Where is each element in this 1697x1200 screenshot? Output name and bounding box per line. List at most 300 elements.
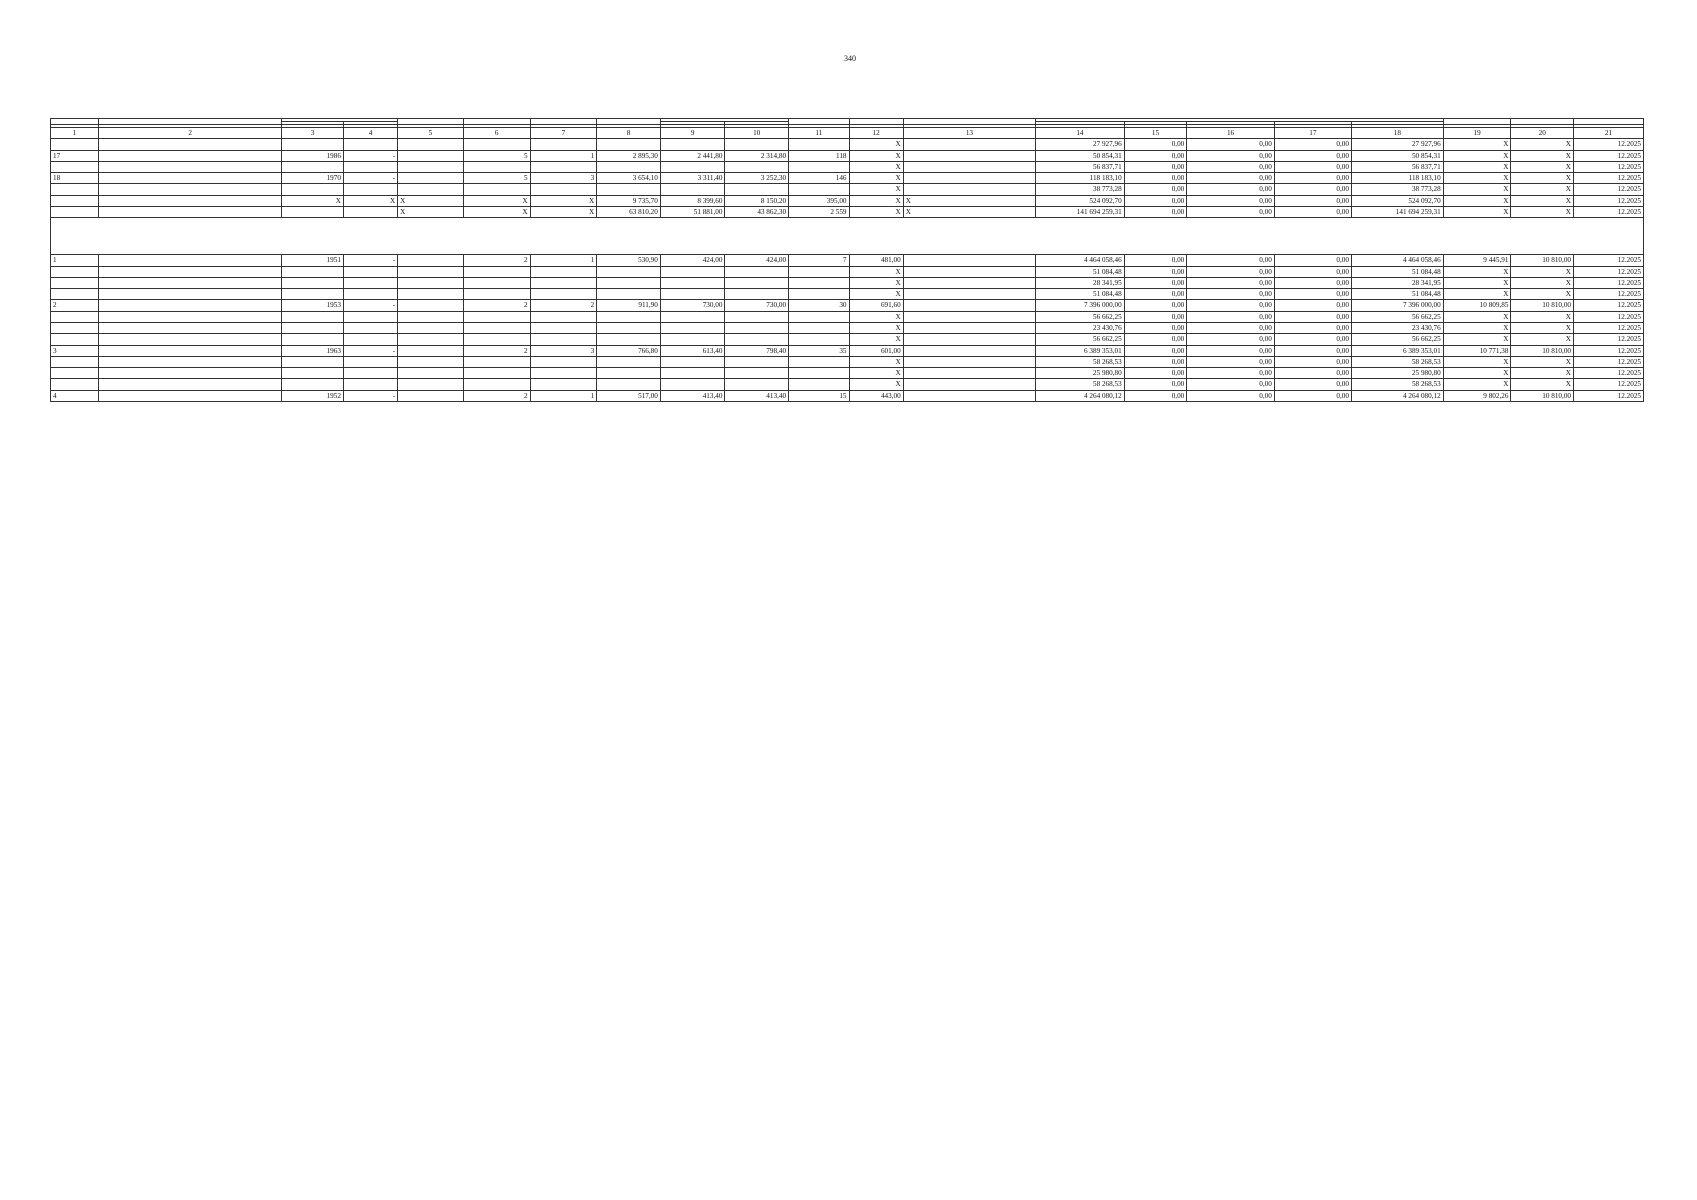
table-cell: 8 150,20 xyxy=(725,195,789,206)
table-cell xyxy=(789,379,849,390)
table-cell xyxy=(725,368,789,379)
table-cell: 12.2025 xyxy=(1574,311,1644,322)
table-cell xyxy=(98,345,281,356)
table-cell xyxy=(597,322,661,333)
table-cell xyxy=(343,289,397,300)
table-cell xyxy=(660,266,725,277)
table-cell: 424,00 xyxy=(660,255,725,266)
table-cell: X xyxy=(903,206,1035,217)
table-cell: 56 662,25 xyxy=(1036,311,1125,322)
table-cell xyxy=(903,334,1035,345)
table-cell: 51 084,48 xyxy=(1351,289,1443,300)
table-cell: 51 084,48 xyxy=(1036,266,1125,277)
table-cell xyxy=(660,139,725,150)
table-row xyxy=(51,206,1644,217)
table-cell xyxy=(789,368,849,379)
table-cell: 798,40 xyxy=(725,345,789,356)
table-row xyxy=(51,322,1644,333)
table-cell: 4 464 058,46 xyxy=(1351,255,1443,266)
table-cell: 0,00 xyxy=(1187,322,1275,333)
table-cell: 58 268,53 xyxy=(1351,356,1443,367)
table-cell xyxy=(725,139,789,150)
table-cell: 58 268,53 xyxy=(1036,379,1125,390)
table-cell: 12.2025 xyxy=(1574,289,1644,300)
table-cell xyxy=(398,356,464,367)
table-cell: X xyxy=(849,356,903,367)
table-cell xyxy=(530,356,597,367)
table-cell: X xyxy=(463,195,530,206)
table-cell: 0,00 xyxy=(1124,311,1187,322)
column-number: 2 xyxy=(98,128,281,139)
table-cell: 1963 xyxy=(282,345,344,356)
table-cell xyxy=(282,311,344,322)
table-row xyxy=(51,277,1644,288)
table-cell: 530,90 xyxy=(597,255,661,266)
table-cell: 38 773,28 xyxy=(1351,184,1443,195)
table-cell: 413,40 xyxy=(725,390,789,401)
table-cell: 12.2025 xyxy=(1574,390,1644,401)
table-cell: 0,00 xyxy=(1187,206,1275,217)
table-cell: 12.2025 xyxy=(1574,300,1644,311)
table-cell xyxy=(903,345,1035,356)
table-cell: 51 084,48 xyxy=(1351,266,1443,277)
table-cell: 0,00 xyxy=(1124,139,1187,150)
table-cell xyxy=(398,322,464,333)
table-cell xyxy=(398,173,464,184)
table-cell: 0,00 xyxy=(1187,334,1275,345)
column-number: 18 xyxy=(1351,128,1443,139)
column-number: 7 xyxy=(530,128,597,139)
table-cell xyxy=(51,356,99,367)
table-cell: 0,00 xyxy=(1274,345,1351,356)
table-cell: 7 396 000,00 xyxy=(1351,300,1443,311)
table-cell xyxy=(903,322,1035,333)
table-cell xyxy=(597,139,661,150)
table-cell xyxy=(463,139,530,150)
table-cell: 0,00 xyxy=(1124,322,1187,333)
table-cell xyxy=(51,161,99,172)
table-cell xyxy=(903,139,1035,150)
table-cell: 2 xyxy=(530,300,597,311)
table-cell: 141 694 259,31 xyxy=(1351,206,1443,217)
table-cell xyxy=(398,334,464,345)
table-cell: X xyxy=(1443,161,1511,172)
table-cell xyxy=(903,300,1035,311)
table-cell xyxy=(51,379,99,390)
table-cell: X xyxy=(1443,368,1511,379)
table-cell: 0,00 xyxy=(1187,390,1275,401)
table-cell xyxy=(282,356,344,367)
table-cell: 0,00 xyxy=(1274,390,1351,401)
table-cell: 1970 xyxy=(282,173,344,184)
column-number: 15 xyxy=(1124,128,1187,139)
table-cell: 1 xyxy=(530,255,597,266)
table-cell: X xyxy=(849,206,903,217)
table-cell xyxy=(282,266,344,277)
page-number: 340 xyxy=(844,54,856,63)
table-cell: 50 854,31 xyxy=(1351,150,1443,161)
table-cell: X xyxy=(398,206,464,217)
table-cell: X xyxy=(1443,334,1511,345)
table-cell: 10 809,85 xyxy=(1443,300,1511,311)
table-cell xyxy=(463,368,530,379)
table-cell xyxy=(789,277,849,288)
column-number: 19 xyxy=(1443,128,1511,139)
table-cell: 56 837,71 xyxy=(1036,161,1125,172)
table-cell: - xyxy=(343,255,397,266)
table-cell xyxy=(343,334,397,345)
table-cell: X xyxy=(1511,139,1574,150)
table-cell: 730,00 xyxy=(725,300,789,311)
table-cell xyxy=(343,161,397,172)
table-cell: 12.2025 xyxy=(1574,277,1644,288)
column-number: 3 xyxy=(282,128,344,139)
table-cell: 0,00 xyxy=(1187,311,1275,322)
table-cell: 2 xyxy=(463,255,530,266)
table-cell: 0,00 xyxy=(1124,266,1187,277)
table-cell: 18 xyxy=(51,173,99,184)
table-cell: 51 881,00 xyxy=(660,206,725,217)
table-cell: 23 430,76 xyxy=(1351,322,1443,333)
table-cell: 0,00 xyxy=(1274,266,1351,277)
table-cell: X xyxy=(1511,277,1574,288)
table-cell: 730,00 xyxy=(660,300,725,311)
table-cell xyxy=(530,161,597,172)
table-cell: 1986 xyxy=(282,150,344,161)
table-cell xyxy=(282,139,344,150)
table-cell: 0,00 xyxy=(1274,379,1351,390)
column-number: 20 xyxy=(1511,128,1574,139)
table-cell xyxy=(98,173,281,184)
table-cell xyxy=(725,322,789,333)
table-cell xyxy=(343,379,397,390)
table-cell: 118 183,10 xyxy=(1351,173,1443,184)
table-cell xyxy=(530,289,597,300)
table-cell xyxy=(463,311,530,322)
table-cell xyxy=(282,322,344,333)
table-cell: 56 662,25 xyxy=(1351,334,1443,345)
table-cell: 0,00 xyxy=(1187,255,1275,266)
table-cell: 1 xyxy=(530,150,597,161)
table-cell: X xyxy=(1511,161,1574,172)
table-cell xyxy=(98,161,281,172)
column-number: 8 xyxy=(597,128,661,139)
table-row xyxy=(51,311,1644,322)
table-cell xyxy=(725,277,789,288)
table-cell xyxy=(725,289,789,300)
table-cell: X xyxy=(849,311,903,322)
table-cell xyxy=(343,277,397,288)
table-cell xyxy=(903,266,1035,277)
table-cell xyxy=(597,277,661,288)
table-cell: - xyxy=(343,345,397,356)
table-cell xyxy=(98,311,281,322)
table-cell: 6 389 353,01 xyxy=(1036,345,1125,356)
table-cell: 0,00 xyxy=(1274,289,1351,300)
table-cell xyxy=(398,345,464,356)
table-cell: 691,60 xyxy=(849,300,903,311)
table-cell: X xyxy=(463,206,530,217)
table-cell: X xyxy=(849,266,903,277)
table-cell: X xyxy=(1443,277,1511,288)
table-row xyxy=(51,345,1644,356)
table-cell: 56 662,25 xyxy=(1036,334,1125,345)
table-cell: 28 341,95 xyxy=(1351,277,1443,288)
column-number: 4 xyxy=(343,128,397,139)
table-cell xyxy=(398,379,464,390)
table-cell: 0,00 xyxy=(1274,277,1351,288)
table-cell xyxy=(903,289,1035,300)
table-row xyxy=(51,379,1644,390)
table-cell xyxy=(463,184,530,195)
table-cell: 0,00 xyxy=(1124,390,1187,401)
column-number: 5 xyxy=(398,128,464,139)
table-cell xyxy=(597,334,661,345)
table-cell: 1 xyxy=(530,390,597,401)
table-cell: 5 xyxy=(463,150,530,161)
table-cell: 0,00 xyxy=(1187,289,1275,300)
table-cell xyxy=(343,368,397,379)
table-cell: 4 264 080,12 xyxy=(1036,390,1125,401)
column-number: 21 xyxy=(1574,128,1644,139)
table-cell xyxy=(51,322,99,333)
table-row xyxy=(51,356,1644,367)
table-cell xyxy=(530,266,597,277)
table-cell: - xyxy=(343,150,397,161)
table-cell: 12.2025 xyxy=(1574,184,1644,195)
table-cell: 0,00 xyxy=(1124,173,1187,184)
table-cell: 35 xyxy=(789,345,849,356)
table-cell xyxy=(98,139,281,150)
table-cell: 25 980,80 xyxy=(1036,368,1125,379)
table-cell: X xyxy=(1443,195,1511,206)
table-cell: 4 xyxy=(51,390,99,401)
table-cell: 524 092,70 xyxy=(1036,195,1125,206)
table-cell: 0,00 xyxy=(1124,206,1187,217)
table-cell xyxy=(398,311,464,322)
table-cell: 30 xyxy=(789,300,849,311)
table-cell: X xyxy=(1511,266,1574,277)
table-cell: 38 773,28 xyxy=(1036,184,1125,195)
table-cell: X xyxy=(849,289,903,300)
table-cell: 2 xyxy=(463,390,530,401)
table-cell: 12.2025 xyxy=(1574,356,1644,367)
table-cell xyxy=(789,161,849,172)
table-cell: 9 445,91 xyxy=(1443,255,1511,266)
table-cell xyxy=(282,368,344,379)
table-cell xyxy=(597,266,661,277)
column-number: 14 xyxy=(1036,128,1125,139)
table-cell: 12.2025 xyxy=(1574,139,1644,150)
table-cell: 2 559 xyxy=(789,206,849,217)
table-cell: 12.2025 xyxy=(1574,161,1644,172)
column-number: 13 xyxy=(903,128,1035,139)
table-cell: X xyxy=(282,195,344,206)
table-cell: 56 837,71 xyxy=(1351,161,1443,172)
table-cell xyxy=(398,139,464,150)
table-cell: 443,00 xyxy=(849,390,903,401)
table-cell: 0,00 xyxy=(1124,356,1187,367)
table-cell: 12.2025 xyxy=(1574,345,1644,356)
table-cell xyxy=(98,322,281,333)
table-cell: 10 810,00 xyxy=(1511,255,1574,266)
table-cell: 3 xyxy=(51,345,99,356)
table-cell: 118 xyxy=(789,150,849,161)
table-cell: 15 xyxy=(789,390,849,401)
table-cell: X xyxy=(849,150,903,161)
table-cell: X xyxy=(1511,322,1574,333)
table-cell xyxy=(903,390,1035,401)
table-cell: 0,00 xyxy=(1187,266,1275,277)
table-cell: 0,00 xyxy=(1124,150,1187,161)
table-cell xyxy=(903,184,1035,195)
table-cell xyxy=(725,379,789,390)
table-cell xyxy=(530,277,597,288)
table-cell: 2 xyxy=(463,300,530,311)
table-cell: 0,00 xyxy=(1187,277,1275,288)
table-cell: 12.2025 xyxy=(1574,255,1644,266)
table-cell xyxy=(98,300,281,311)
table-cell: 413,40 xyxy=(660,390,725,401)
table-cell: X xyxy=(1511,379,1574,390)
table-cell xyxy=(530,139,597,150)
table-body xyxy=(51,139,1644,402)
table-cell xyxy=(398,255,464,266)
table-cell: 3 xyxy=(530,173,597,184)
table-cell: 0,00 xyxy=(1274,255,1351,266)
table-cell xyxy=(98,206,281,217)
table-cell: - xyxy=(343,390,397,401)
table-cell: 12.2025 xyxy=(1574,379,1644,390)
table-cell xyxy=(597,161,661,172)
table-cell: 0,00 xyxy=(1274,206,1351,217)
table-cell xyxy=(530,379,597,390)
table-cell: 0,00 xyxy=(1124,161,1187,172)
table-cell xyxy=(98,266,281,277)
table-cell xyxy=(789,334,849,345)
table-cell xyxy=(282,184,344,195)
table-cell: X xyxy=(1511,368,1574,379)
table-cell: - xyxy=(343,173,397,184)
table-cell xyxy=(98,184,281,195)
table-cell: 0,00 xyxy=(1274,173,1351,184)
table-cell: 1953 xyxy=(282,300,344,311)
table-cell: 7 xyxy=(789,255,849,266)
table-cell: 0,00 xyxy=(1124,277,1187,288)
table-cell xyxy=(530,334,597,345)
table-cell: 481,00 xyxy=(849,255,903,266)
table-cell: X xyxy=(849,277,903,288)
table-cell xyxy=(398,277,464,288)
table-cell xyxy=(903,379,1035,390)
table-cell xyxy=(660,289,725,300)
table-cell: 0,00 xyxy=(1187,300,1275,311)
table-cell: 0,00 xyxy=(1187,161,1275,172)
table-cell xyxy=(398,184,464,195)
table-cell: X xyxy=(1511,195,1574,206)
column-number: 9 xyxy=(660,128,725,139)
table-cell: 2 895,30 xyxy=(597,150,661,161)
table-cell xyxy=(51,139,99,150)
table-cell: 58 268,53 xyxy=(1351,379,1443,390)
table-cell xyxy=(51,334,99,345)
table-cell: 0,00 xyxy=(1124,334,1187,345)
table-cell: 9 802,26 xyxy=(1443,390,1511,401)
table-cell: 0,00 xyxy=(1124,300,1187,311)
table-cell xyxy=(903,277,1035,288)
table-cell: 524 092,70 xyxy=(1351,195,1443,206)
table-cell xyxy=(282,277,344,288)
table-cell: 1951 xyxy=(282,255,344,266)
table-cell: 4 464 058,46 xyxy=(1036,255,1125,266)
table-cell: 766,80 xyxy=(597,345,661,356)
table-cell: 0,00 xyxy=(1124,289,1187,300)
table-cell xyxy=(51,206,99,217)
table-cell xyxy=(463,266,530,277)
table-cell: 0,00 xyxy=(1274,150,1351,161)
table-cell: X xyxy=(1511,173,1574,184)
table-cell xyxy=(789,289,849,300)
table-cell xyxy=(660,356,725,367)
table-cell: 28 341,95 xyxy=(1036,277,1125,288)
table-cell: X xyxy=(1511,184,1574,195)
table-cell: X xyxy=(343,195,397,206)
table-cell: 0,00 xyxy=(1124,255,1187,266)
table-row xyxy=(51,184,1644,195)
table-cell xyxy=(98,368,281,379)
table-cell: 6 389 353,01 xyxy=(1351,345,1443,356)
table-cell: 395,00 xyxy=(789,195,849,206)
table-cell: X xyxy=(849,368,903,379)
table-cell xyxy=(398,150,464,161)
table-cell xyxy=(343,139,397,150)
table-row xyxy=(51,368,1644,379)
table-cell: 3 654,10 xyxy=(597,173,661,184)
column-number: 12 xyxy=(849,128,903,139)
table-cell xyxy=(903,356,1035,367)
table-cell: 0,00 xyxy=(1274,300,1351,311)
table-cell xyxy=(903,161,1035,172)
table-cell: X xyxy=(1511,311,1574,322)
table-cell xyxy=(789,184,849,195)
table-cell: 25 980,80 xyxy=(1351,368,1443,379)
table-cell: 0,00 xyxy=(1274,311,1351,322)
table-cell xyxy=(530,368,597,379)
table-cell: 0,00 xyxy=(1274,368,1351,379)
table-cell: 0,00 xyxy=(1187,368,1275,379)
table-cell: 0,00 xyxy=(1124,368,1187,379)
table-cell: 911,90 xyxy=(597,300,661,311)
table-cell xyxy=(343,356,397,367)
table-cell xyxy=(660,368,725,379)
table-cell: 12.2025 xyxy=(1574,334,1644,345)
table-cell: 2 xyxy=(463,345,530,356)
table-cell: X xyxy=(1443,356,1511,367)
table-cell xyxy=(530,322,597,333)
table-cell xyxy=(725,184,789,195)
table-cell xyxy=(530,184,597,195)
table-cell: 10 810,00 xyxy=(1511,300,1574,311)
table-cell: 27 927,96 xyxy=(1036,139,1125,150)
table-cell xyxy=(98,150,281,161)
table-cell xyxy=(398,266,464,277)
table-row xyxy=(51,300,1644,311)
table-cell: 12.2025 xyxy=(1574,206,1644,217)
table-cell xyxy=(660,311,725,322)
table-cell: X xyxy=(849,379,903,390)
table-row xyxy=(51,150,1644,161)
table-cell: 0,00 xyxy=(1124,195,1187,206)
